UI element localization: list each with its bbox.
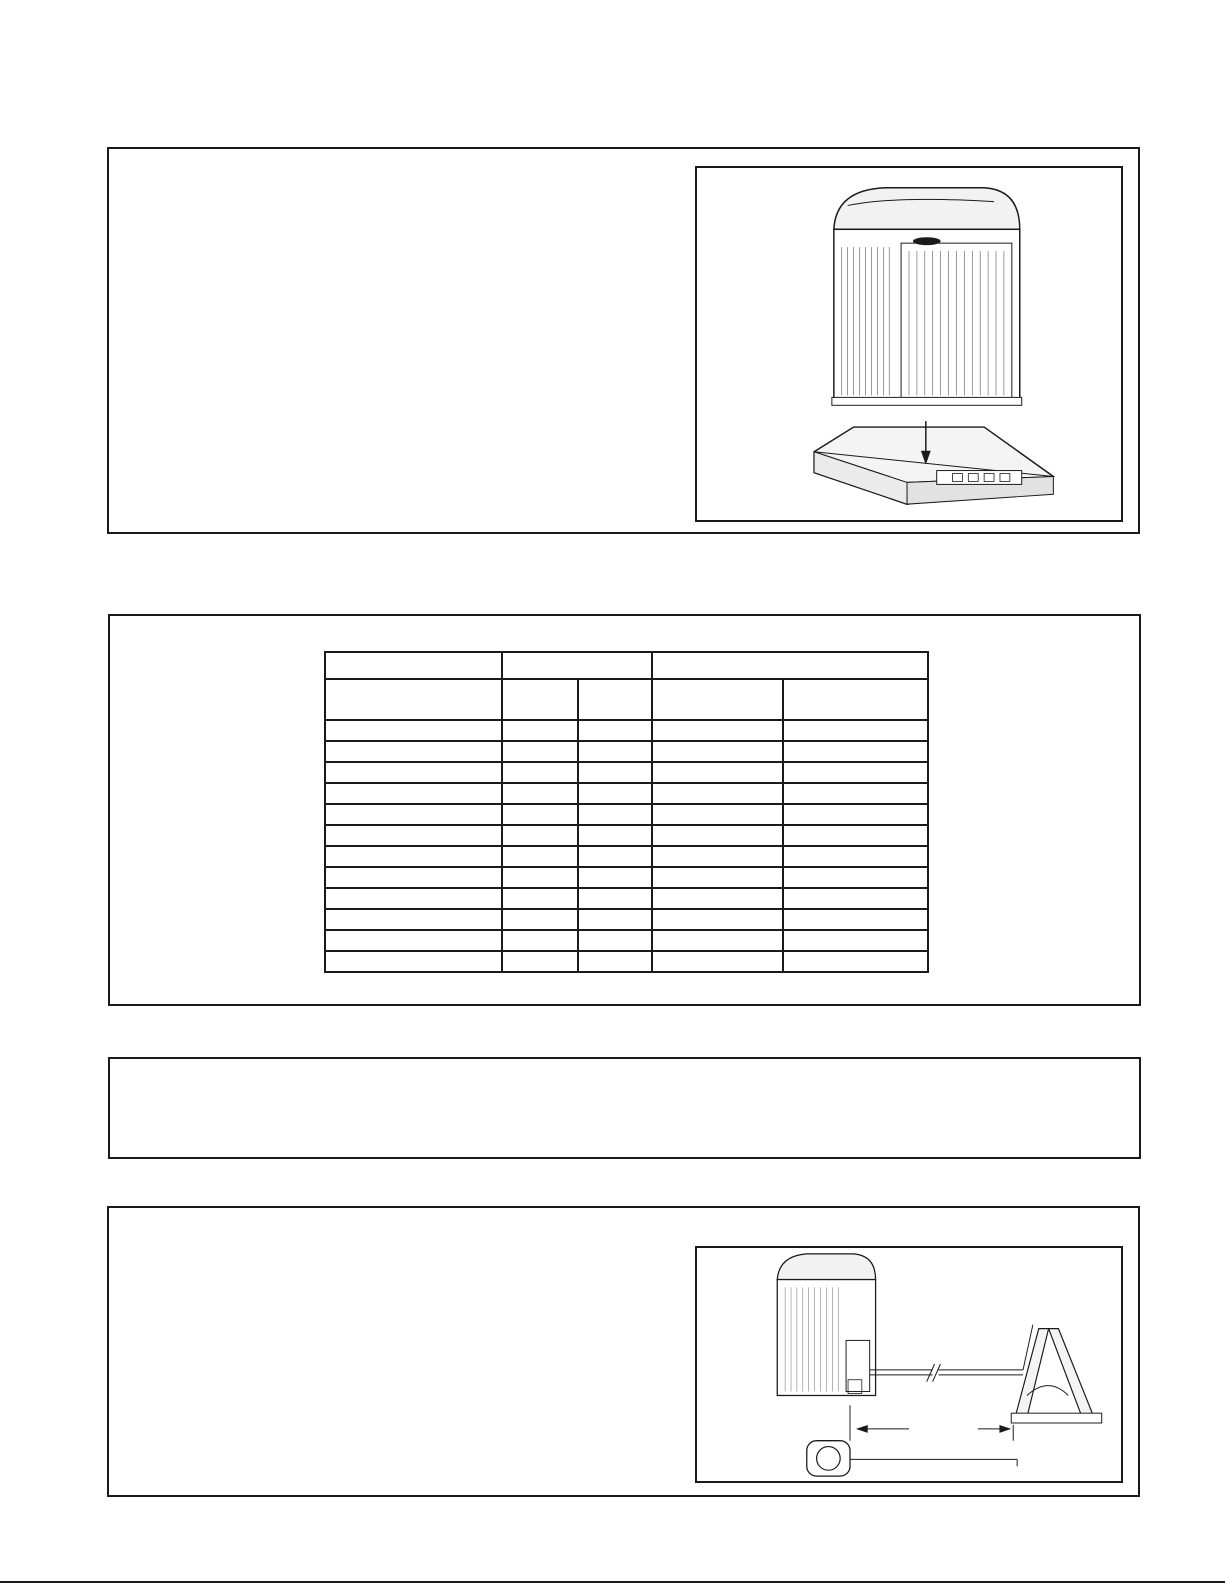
table-cell [578,741,652,762]
page-bottom-rule [0,1581,1225,1583]
table-header-cell [578,679,652,720]
table-cell [502,867,578,888]
lineset-measurement-figure [695,1246,1123,1483]
table-cell [783,867,928,888]
table-cell [502,762,578,783]
table-header-cell [652,652,928,679]
table-cell [578,762,652,783]
table-cell [783,720,928,741]
table-cell [652,741,783,762]
table-cell [783,825,928,846]
outdoor-unit-to-indoor-coil-lineset-illustration [697,1248,1121,1481]
table-cell [578,825,652,846]
table-header-cell [325,652,502,679]
table-cell [578,888,652,909]
outdoor-unit-on-pad-illustration [697,168,1121,520]
unit-on-pad-figure [695,166,1123,522]
table-cell [652,888,783,909]
table-row [325,930,928,951]
table-row [325,720,928,741]
table-row [325,741,928,762]
table-cell [325,741,502,762]
lineset-measurement-panel [107,1206,1140,1497]
table-cell [783,846,928,867]
table-header-cell [325,679,502,720]
table-cell [502,951,578,972]
table-header-cell [652,679,783,720]
table-cell [502,909,578,930]
table-cell [325,909,502,930]
table-cell [578,909,652,930]
table-cell [502,930,578,951]
table-cell [652,930,783,951]
table-cell [783,741,928,762]
table-cell [578,867,652,888]
table-cell [652,867,783,888]
table-row [325,867,928,888]
table-cell [578,720,652,741]
table-cell [783,930,928,951]
table-cell [325,762,502,783]
table-row [325,783,928,804]
table-subheader-row [325,679,928,720]
table-cell [578,783,652,804]
table-cell [652,825,783,846]
table-cell [652,951,783,972]
table-cell [783,762,928,783]
table-cell [502,846,578,867]
table-cell [578,930,652,951]
table-cell [652,846,783,867]
table-row [325,825,928,846]
table-header-cell [502,652,652,679]
table-cell [783,783,928,804]
table-cell [325,930,502,951]
table-row [325,951,928,972]
table-cell [502,804,578,825]
specification-table [324,651,929,973]
unit-placement-panel [107,147,1140,534]
table-cell [325,720,502,741]
table-cell [325,804,502,825]
table-cell [652,783,783,804]
table-cell [578,804,652,825]
table-cell [325,951,502,972]
table-row [325,804,928,825]
table-cell [325,846,502,867]
table-cell [502,720,578,741]
table-cell [578,951,652,972]
table-cell [783,888,928,909]
table-cell [502,741,578,762]
table-cell [578,846,652,867]
table-cell [325,888,502,909]
table-cell [502,825,578,846]
table-cell [325,783,502,804]
table-header-cell [502,679,578,720]
table-row [325,762,928,783]
specification-table-panel [108,614,1141,1006]
table-cell [652,804,783,825]
table-cell [502,888,578,909]
table-cell [783,951,928,972]
table-cell [783,804,928,825]
table-row [325,846,928,867]
note-panel [108,1057,1141,1159]
table-cell [502,783,578,804]
table-cell [652,909,783,930]
table-row [325,909,928,930]
table-cell [325,825,502,846]
table-cell [783,909,928,930]
table-cell [652,762,783,783]
table-header-cell [783,679,928,720]
table-header-row [325,652,928,679]
table-cell [652,720,783,741]
table-cell [325,867,502,888]
table-row [325,888,928,909]
